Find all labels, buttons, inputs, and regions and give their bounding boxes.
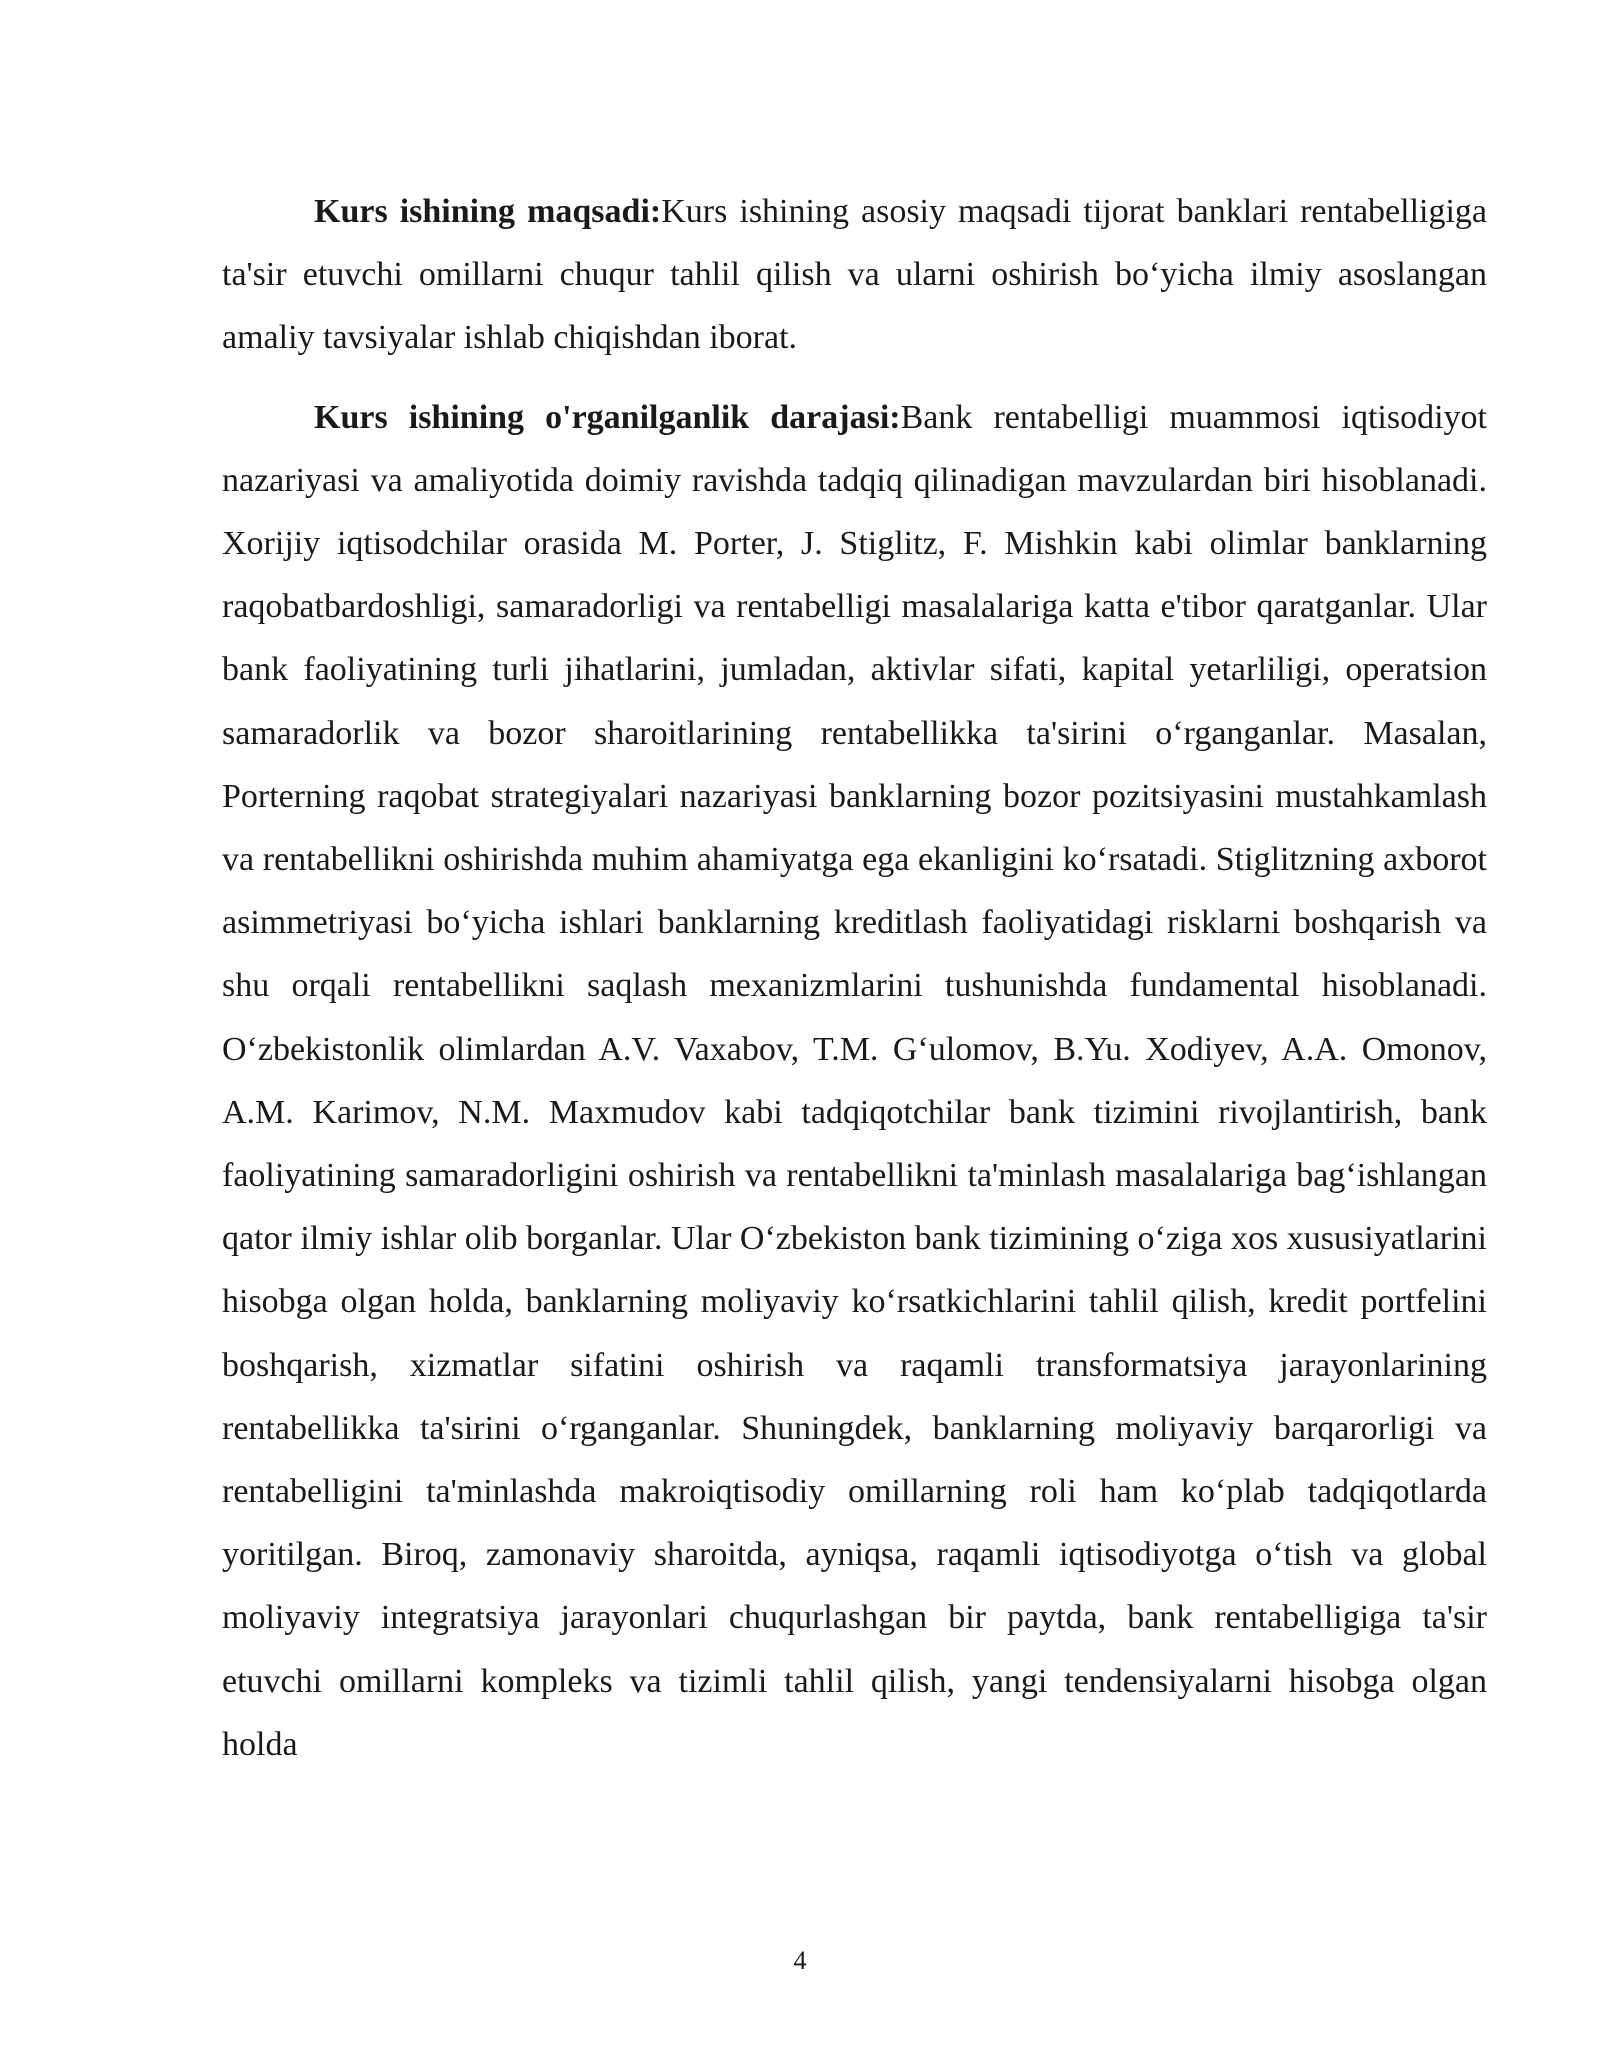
paragraph-heading-research-level: Kurs ishining o'rganilganlik darajasi:	[314, 398, 901, 436]
page-number: 4	[793, 1946, 807, 1975]
paragraph-text-research-level: Bank rentabelligi muammosi iqtisodiyot nazariyasi va amaliyotida doimiy ravishda tadqiq qilinadigan mavzulardan biri hisoblanadi. Xorijiy iqtisodchilar orasida M. Porter, J. Stiglitz, F. Mishkin kabi olimlar banklarning raqobatbardoshligi, samaradorligi va rentabelligi masalalariga katta e'tibor qaratganlar. Ular bank faoliyatining turli jihatlarini, jumladan, aktivlar sifati, kapital yetarliligi, operatsion samaradorlik va bozor sharoitlarining rentabellikka ta'sirini o‘rganganlar. Masalan, Porterning raqobat strategiyalari nazariyasi banklarning bozor pozitsiyasini mustahkamlash va rentabellikni oshirishda muhim ahamiyatga ega ekanligini ko‘rsatadi. Stiglitzning axborot asimmetriyasi bo‘yicha ishlari banklarning kreditlash faoliyatidagi risklarni boshqarish va shu orqali rentabellikni saqlash mexanizmlarini tushunishda fundamental hisoblanadi. O‘zbekistonlik olimlardan A.V. Vaxabov, T.M. G‘ulomov, B.Yu. Xodiyev, A.A. Omonov, A.M. Karimov, N.M. Maxmudov kabi tadqiqotchilar bank tizimini rivojlantirish, bank faoliyatining samaradorligini oshirish va rentabellikni ta'minlash masalalariga bag‘ishlangan qator ilmiy ishlar olib borganlar. Ular O‘zbekiston bank tizimining o‘ziga xos xususiyatlarini hisobga olgan holda, banklarning moliyaviy ko‘rsatkichlarini tahlil qilish, kredit portfelini boshqarish, xizmatlar sifatini oshirish va raqamli transformatsiya jarayonlarining rentabellikka ta'sirini o‘rganganlar. Shuningdek, banklarning moliyaviy barqarorligi va rentabelligini ta'minlashda makroiqtisodiy omillarning roli ham ko‘plab tadqiqotlarda yoritilgan. Biroq, zamonaviy sharoitda, ayniqsa, raqamli iqtisodiyotga o‘tish va global moliyaviy integratsiya jarayonlari chuqurlashgan bir paytda, bank rentabelligiga ta'sir etuvchi omillarni kompleks va tizimli tahlil qilish, yangi tendensiyalarni hisobga olgan holda	[222, 398, 1487, 1763]
paragraph-heading-aim: Kurs ishining maqsadi:	[314, 193, 662, 230]
paragraph-research-level	[222, 386, 1487, 1776]
document-body	[222, 180, 1487, 1792]
paragraph-text-aim: Kurs ishining asosiy maqsadi tijorat banklari rentabelligiga ta'sir etuvchi omillarni chuqur tahlil qilish va ularni oshirish bo‘yicha ilmiy asoslangan amaliy tavsiyalar ishlab chiqishdan iborat.	[222, 193, 1487, 357]
paragraph-aim	[222, 180, 1487, 370]
